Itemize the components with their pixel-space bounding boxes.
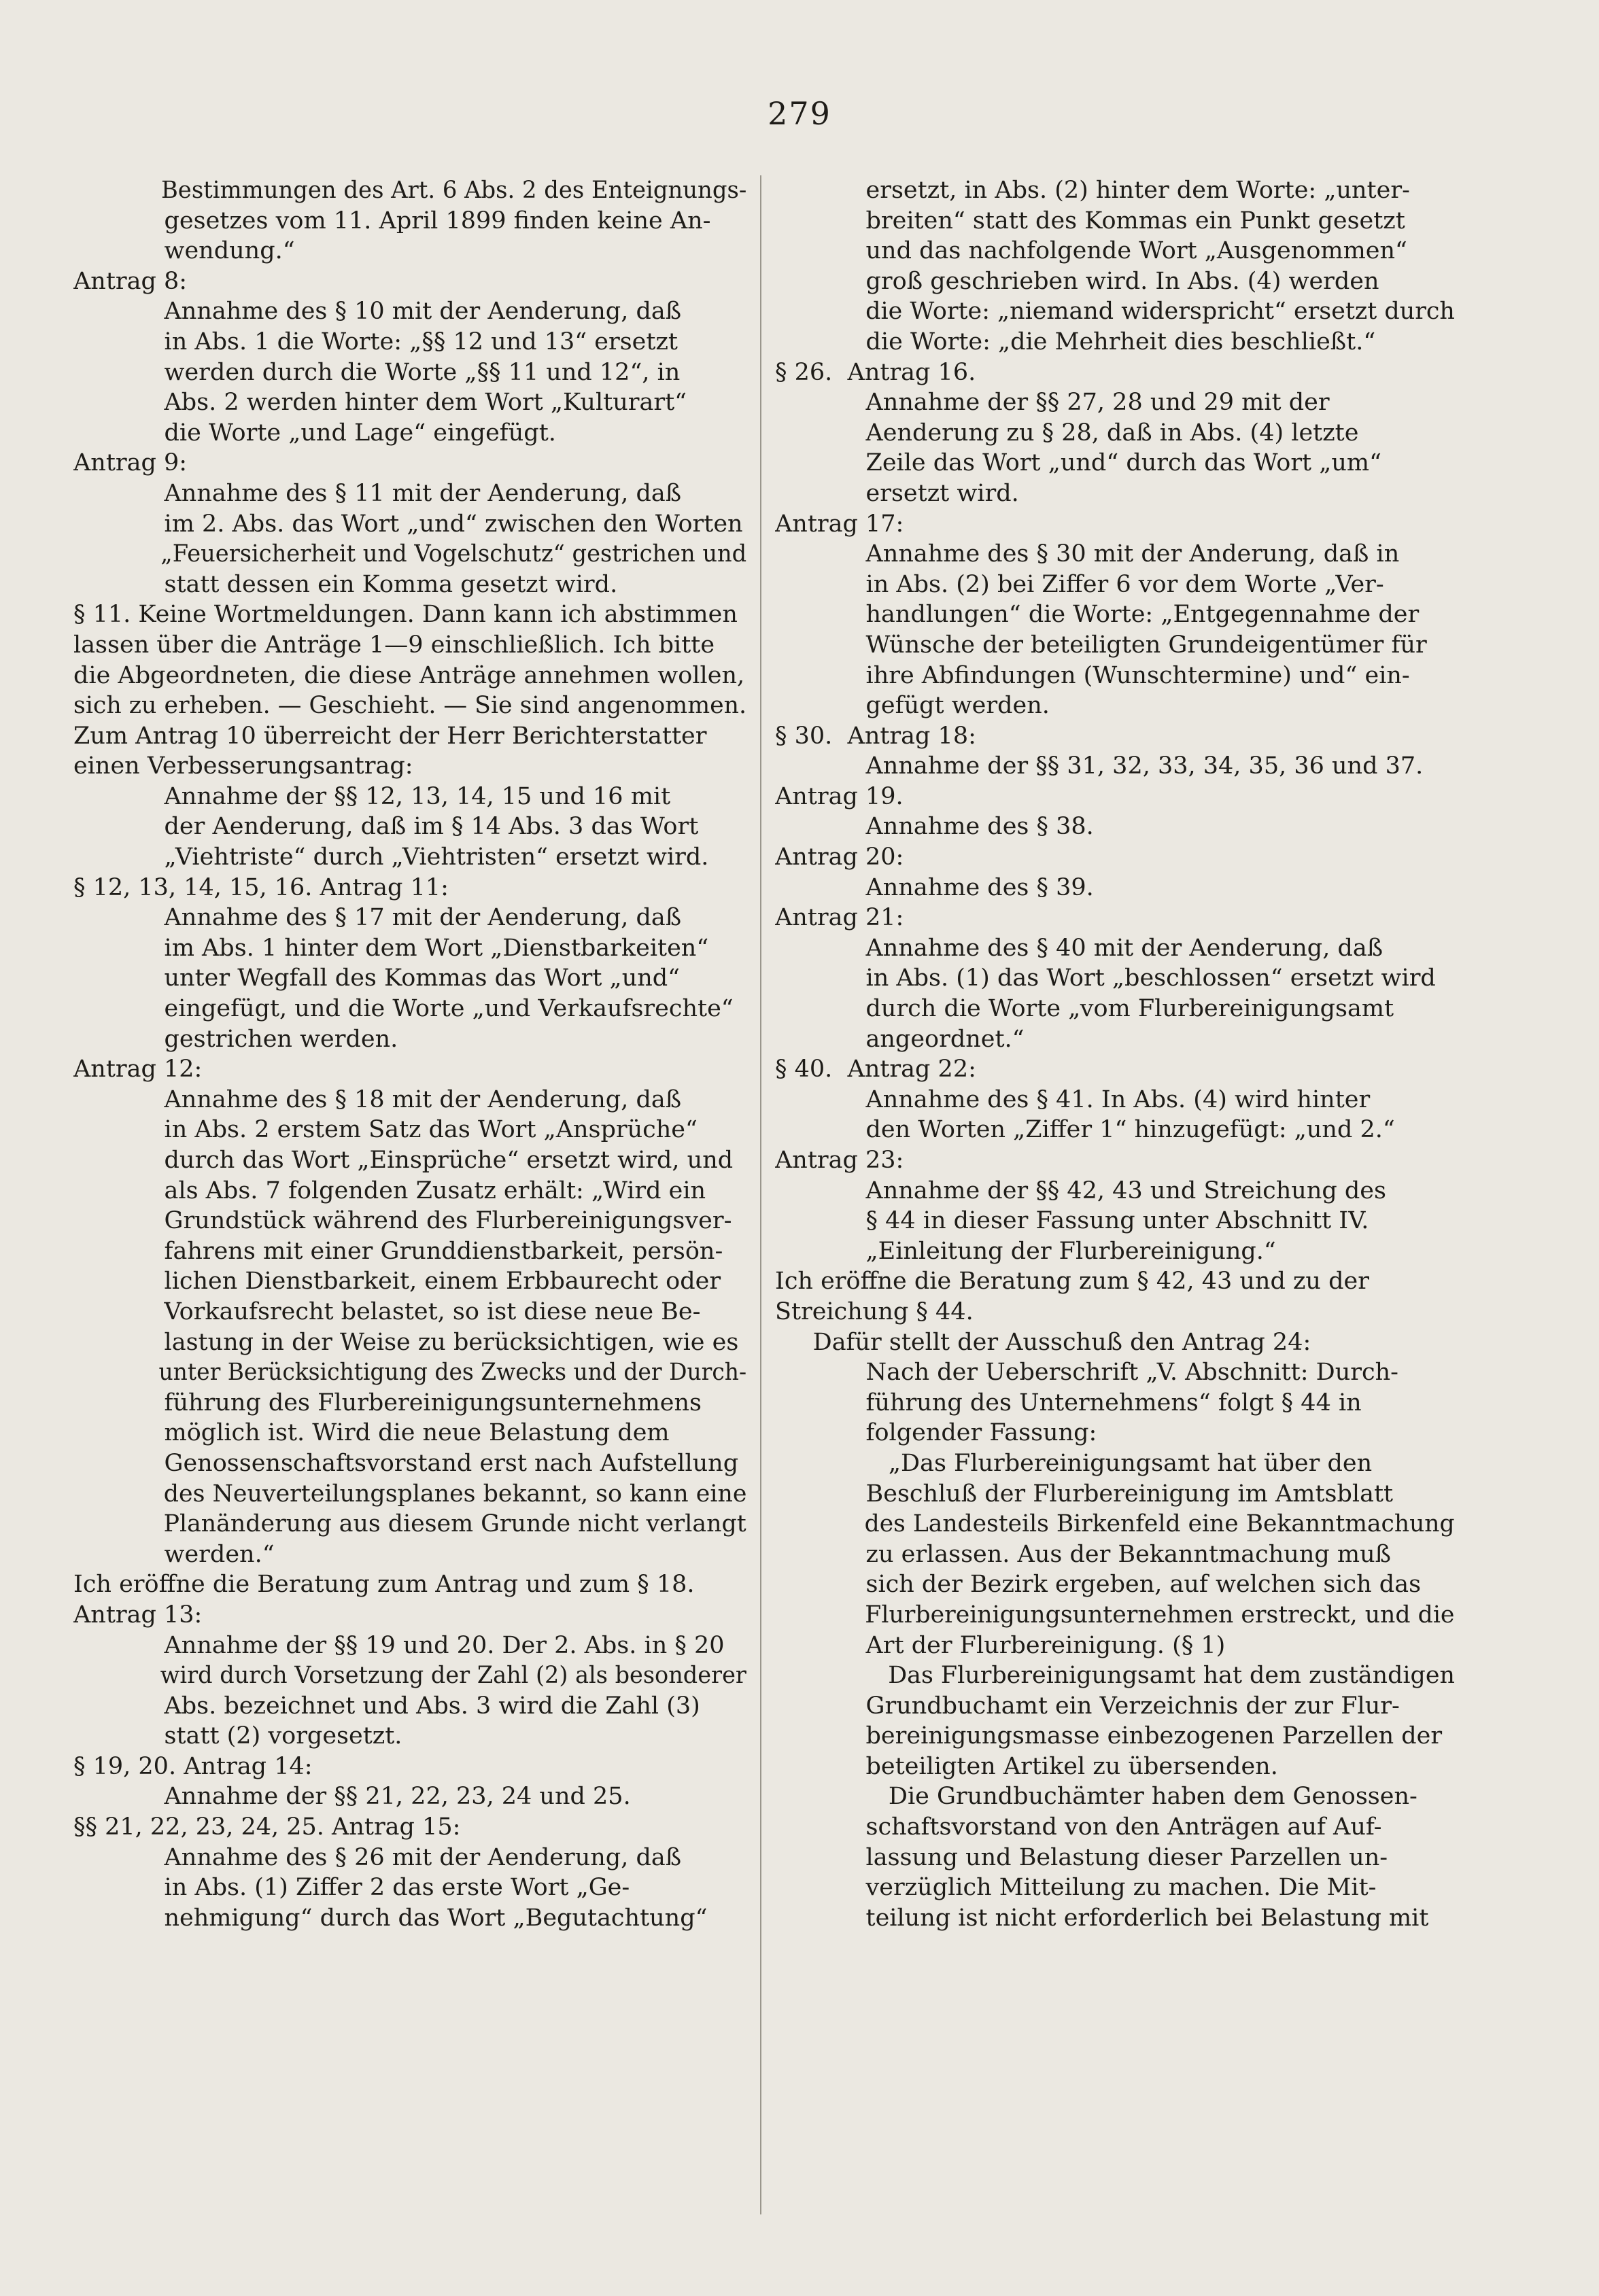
text-line: Genossenschaftsvorstand erst nach Aufstellung [73,1449,739,1477]
text-line: lastung in der Weise zu berücksichtigen, wie es [73,1328,739,1356]
text-line: § 40. Antrag 22: [775,1056,976,1083]
text-line: die Worte „und Lage“ eingefügt. [73,419,556,447]
text-line: durch die Worte „vom Flurbereinigungsamt [775,995,1394,1023]
text-line: angeordnet.“ [775,1025,1025,1053]
text-line: ersetzt, in Abs. (2) hinter dem Worte: „unter- [775,177,1410,204]
text-line: die Abgeordneten, die diese Anträge annehmen wollen, [73,661,745,689]
text-line: Antrag 13: [73,1601,203,1629]
text-line: Antrag 20: [775,843,904,871]
text-line: handlungen“ die Worte: „Entgegennahme der [775,601,1420,629]
text-line: Vorkaufsrecht belastet, so ist diese neue Be- [73,1298,701,1325]
text-line: Antrag 8: [73,267,188,295]
text-line: Annahme der §§ 19 und 20. Der 2. Abs. in § 20 [73,1631,725,1659]
text-line: im 2. Abs. das Wort „und“ zwischen den Worten [73,510,743,538]
text-line: Streichung § 44. [775,1298,974,1325]
text-line: Die Grundbuchämter haben dem Genossen- [775,1783,1417,1811]
text-line: Annahme der §§ 12, 13, 14, 15 und 16 mit [73,782,671,810]
text-line: sich der Bezirk ergeben, auf welchen sich das [775,1571,1422,1599]
text-line: einen Verbesserungsantrag: [73,752,413,780]
left-column [73,175,746,1933]
text-line: Beschluß der Flurbereinigung im Amtsblatt [775,1480,1394,1508]
text-line: Ich eröffne die Beratung zum § 42, 43 und zu der [775,1268,1369,1295]
text-line: beteiligten Artikel zu übersenden. [775,1752,1278,1780]
text-line: Das Flurbereinigungsamt hat dem zuständigen [775,1662,1455,1690]
text-line: Antrag 19. [775,782,904,810]
text-line: durch das Wort „Einsprüche“ ersetzt wird, und [73,1147,734,1174]
text-line: Antrag 17: [775,510,904,538]
text-line: ihre Abfindungen (Wunschtermine) und“ ein- [775,661,1410,689]
text-line: werden.“ [73,1540,275,1568]
text-line: Antrag 21: [775,904,904,932]
text-line: nehmigung“ durch das Wort „Begutachtung“ [73,1904,708,1932]
text-line: Annahme des § 40 mit der Aenderung, daß [775,934,1383,962]
text-line: Zeile das Wort „und“ durch das Wort „um“ [775,449,1382,477]
text-line: § 26. Antrag 16. [775,358,976,386]
text-line: und das nachfolgende Wort „Ausgenommen“ [775,237,1407,265]
text-line: § 19, 20. Antrag 14: [73,1752,313,1780]
text-line: Art der Flurbereinigung. (§ 1) [775,1631,1226,1659]
text-line: die Worte: „niemand widerspricht“ ersetzt durch [775,298,1455,326]
text-line: Annahme des § 39. [775,873,1094,901]
text-line: § 44 in dieser Fassung unter Abschnitt IV. [775,1207,1369,1235]
text-line: lassung und Belastung dieser Parzellen un- [775,1843,1388,1871]
text-line: unter Berücksichtigung des Zwecks und der Durch- [73,1359,746,1387]
text-line: Antrag 23: [775,1147,904,1174]
text-line: Wünsche der beteiligten Grundeigentümer für [775,631,1427,659]
text-line: Antrag 12: [73,1056,203,1083]
text-line: gesetzes vom 11. April 1899 finden keine An- [73,207,711,234]
text-line: § 30. Antrag 18: [775,722,976,750]
text-line: Grundbuchamt ein Verzeichnis der zur Flur- [775,1692,1400,1720]
text-line: als Abs. 7 folgenden Zusatz erhält: „Wird ein [73,1177,706,1204]
text-line: verzüglich Mitteilung zu machen. Die Mit- [775,1874,1377,1902]
text-line: Aenderung zu § 28, daß in Abs. (4) letzte [775,419,1359,447]
text-line: gestrichen werden. [73,1025,398,1053]
text-line: Annahme der §§ 31, 32, 33, 34, 35, 36 und 37. [775,752,1424,780]
text-line: Annahme des § 38. [775,813,1094,841]
text-line: lassen über die Anträge 1—9 einschließlich. Ich bitte [73,631,715,659]
text-line: in Abs. 2 erstem Satz das Wort „Ansprüche“ [73,1116,698,1144]
column-divider [760,175,761,2214]
text-line: zu erlassen. Aus der Bekanntmachung muß [775,1540,1392,1568]
text-line: eingefügt, und die Worte „und Verkaufsrechte“ [73,995,734,1023]
text-line: „Viehtriste“ durch „Viehtristen“ ersetzt wird. [73,843,709,871]
text-line: den Worten „Ziffer 1“ hinzugefügt: „und 2.“ [775,1116,1395,1144]
text-line: Abs. bezeichnet und Abs. 3 wird die Zahl (3) [73,1692,700,1720]
page-number: 279 [768,95,831,132]
text-line: des Landesteils Birkenfeld eine Bekanntmachung [775,1510,1455,1538]
text-line: Annahme der §§ 42, 43 und Streichung des [775,1177,1386,1204]
text-line: Annahme des § 10 mit der Aenderung, daß [73,298,682,326]
text-line: Annahme des § 11 mit der Aenderung, daß [73,479,682,507]
text-line: die Worte: „die Mehrheit dies beschließt.“ [775,328,1376,355]
text-line: Flurbereinigungsunternehmen erstreckt, und die [775,1601,1455,1629]
text-line: Ich eröffne die Beratung zum Antrag und zum § 18. [73,1571,695,1599]
text-line: folgender Fassung: [775,1419,1097,1447]
text-line: schaftsvorstand von den Anträgen auf Auf- [775,1813,1382,1841]
text-line: Annahme des § 30 mit der Anderung, daß in [775,540,1400,568]
text-line: breiten“ statt des Kommas ein Punkt gesetzt [775,207,1405,234]
text-line: führung des Unternehmens“ folgt § 44 in [775,1389,1362,1416]
text-line: wird durch Vorsetzung der Zahl (2) als besonderer [73,1662,746,1690]
text-line: Zum Antrag 10 überreicht der Herr Berichterstatter [73,722,707,750]
text-line: Annahme des § 26 mit der Aenderung, daß [73,1843,682,1871]
text-line: in Abs. (1) Ziffer 2 das erste Wort „Ge- [73,1874,630,1902]
text-line: in Abs. (2) bei Ziffer 6 vor dem Worte „Ver- [775,570,1384,598]
text-line: gefügt werden. [775,692,1050,720]
text-line: in Abs. 1 die Worte: „§§ 12 und 13“ ersetzt [73,328,678,355]
text-line: §§ 21, 22, 23, 24, 25. Antrag 15: [73,1813,461,1841]
text-line: unter Wegfall des Kommas das Wort „und“ [73,964,681,992]
text-line: Grundstück während des Flurbereinigungsver- [73,1207,732,1235]
text-line: „Einleitung der Flurbereinigung.“ [775,1237,1276,1265]
text-line: Annahme des § 18 mit der Aenderung, daß [73,1085,682,1113]
text-line: statt (2) vorgesetzt. [73,1722,402,1750]
text-line: Dafür stellt der Ausschuß den Antrag 24: [775,1328,1311,1356]
text-line: groß geschrieben wird. In Abs. (4) werden [775,267,1379,295]
text-line: Antrag 9: [73,449,188,477]
text-line: Nach der Ueberschrift „V. Abschnitt: Durch- [775,1359,1398,1387]
text-line: § 12, 13, 14, 15, 16. Antrag 11: [73,873,449,901]
text-line: im Abs. 1 hinter dem Wort „Dienstbarkeiten“ [73,934,709,962]
text-line: ersetzt wird. [775,479,1019,507]
text-line: Annahme des § 41. In Abs. (4) wird hinter [775,1085,1371,1113]
text-line: sich zu erheben. — Geschieht. — Sie sind angenommen. [73,692,746,720]
text-line: Planänderung aus diesem Grunde nicht verlangt [73,1510,746,1538]
text-line: wendung.“ [73,237,295,265]
text-line: Annahme des § 17 mit der Aenderung, daß [73,904,682,932]
text-line: Annahme der §§ 27, 28 und 29 mit der [775,389,1330,417]
text-line: § 11. Keine Wortmeldungen. Dann kann ich abstimmen [73,601,738,629]
text-line: „Das Flurbereinigungsamt hat über den [775,1449,1373,1477]
text-line: statt dessen ein Komma gesetzt wird. [73,570,618,598]
text-line: Abs. 2 werden hinter dem Wort „Kulturart“ [73,389,687,417]
text-line: der Aenderung, daß im § 14 Abs. 3 das Wort [73,813,699,841]
text-line: führung des Flurbereinigungsunternehmens [73,1389,702,1416]
text-line: teilung ist nicht erforderlich bei Belastung mit [775,1904,1429,1932]
text-line: in Abs. (1) das Wort „beschlossen“ ersetzt wird [775,964,1436,992]
text-line: Annahme der §§ 21, 22, 23, 24 und 25. [73,1783,631,1811]
text-line: des Neuverteilungsplanes bekannt, so kann eine [73,1480,746,1508]
text-line: bereinigungsmasse einbezogenen Parzellen der [775,1722,1443,1750]
text-line: fahrens mit einer Grunddienstbarkeit, persön- [73,1237,723,1265]
right-column [775,175,1455,1933]
text-line: möglich ist. Wird die neue Belastung dem [73,1419,670,1447]
text-line: werden durch die Worte „§§ 11 und 12“, in [73,358,681,386]
text-line: lichen Dienstbarkeit, einem Erbbaurecht oder [73,1268,721,1295]
text-line: Bestimmungen des Art. 6 Abs. 2 des Enteignungs- [73,177,746,204]
text-line: „Feuersicherheit und Vogelschutz“ gestrichen und [73,540,746,568]
